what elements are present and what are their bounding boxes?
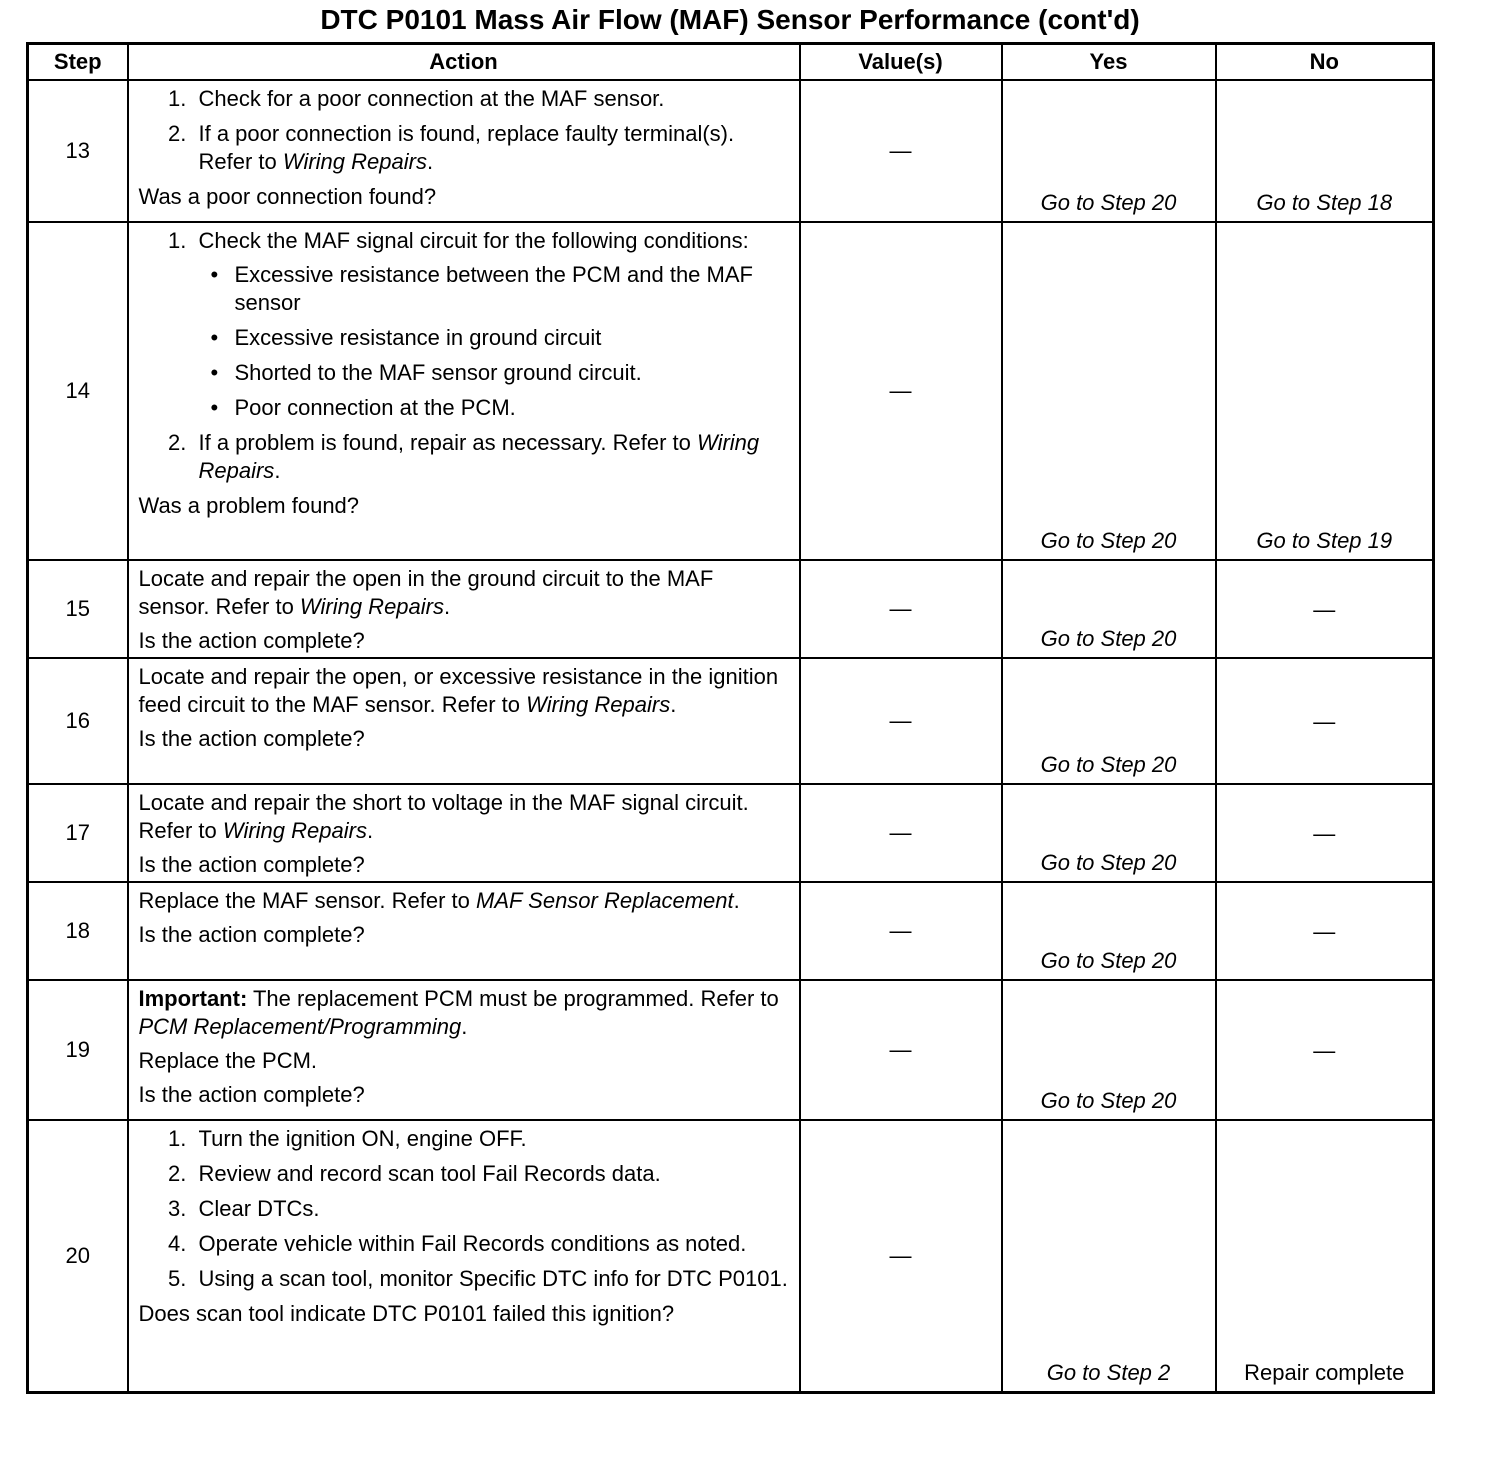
no-cell: — [1216, 980, 1434, 1120]
table-row [28, 1120, 1434, 1392]
action-question: Was a poor connection found? [138, 184, 437, 209]
table-row [28, 658, 1434, 784]
step-number: 14 [28, 222, 128, 560]
yes-cell: Go to Step 20 [1002, 784, 1216, 882]
action-text: Locate and repair the open in the ground circuit to the MAF sensor. Refer to Wiring Repairs. [138, 566, 714, 619]
no-cell: — [1216, 560, 1434, 658]
table-row [28, 784, 1434, 882]
reference-link: Wiring Repairs [222, 818, 367, 843]
step-number: 18 [28, 882, 128, 980]
table-row [28, 980, 1434, 1120]
value-cell: — [800, 222, 1002, 560]
action-item: 1. Check the MAF signal circuit for the following conditions: • Excessive resistance between the PCM and the MAF sensor • Excessive resistance in ground circuit • Shorted to the MAF sensor ground circuit. • Poor connection at the PCM. [193, 227, 789, 422]
header-values: Value(s) [800, 44, 1002, 81]
header-row [28, 44, 1434, 81]
no-cell: Repair complete [1216, 1120, 1434, 1392]
action-item: 2. Review and record scan tool Fail Records data. [193, 1160, 789, 1188]
value-cell: — [800, 784, 1002, 882]
action-item: 2. If a problem is found, repair as necessary. Refer to Wiring Repairs. [193, 429, 789, 485]
header-no: No [1216, 44, 1434, 81]
action-text: Locate and repair the short to voltage in the MAF signal circuit. Refer to Wiring Repairs. [138, 790, 749, 843]
action-item: 1. Check for a poor connection at the MAF sensor. [193, 85, 789, 113]
bullet-item: • Shorted to the MAF sensor ground circuit. [233, 359, 789, 387]
action-question: Is the action complete? [138, 852, 365, 877]
no-cell: — [1216, 784, 1434, 882]
table-row [28, 560, 1434, 658]
table-row [28, 882, 1434, 980]
action-text: Replace the PCM. [138, 1048, 318, 1073]
step-number: 16 [28, 658, 128, 784]
action-cell [128, 222, 800, 560]
step-number: 19 [28, 980, 128, 1120]
value-cell: — [800, 1120, 1002, 1392]
no-cell: Go to Step 18 [1216, 80, 1434, 222]
reference-link: Wiring Repairs [299, 594, 444, 619]
table-row [28, 80, 1434, 222]
action-cell [128, 658, 800, 784]
important-label: Important: [138, 986, 248, 1011]
step-number: 17 [28, 784, 128, 882]
action-question: Is the action complete? [138, 922, 365, 947]
reference-link: Wiring Repairs [198, 430, 760, 483]
action-item: 4. Operate vehicle within Fail Records conditions as noted. [193, 1230, 789, 1258]
bullet-item: • Excessive resistance in ground circuit [233, 324, 789, 352]
reference-link: MAF Sensor Replacement [476, 888, 734, 913]
value-cell: — [800, 882, 1002, 980]
yes-cell: Go to Step 20 [1002, 882, 1216, 980]
yes-cell: Go to Step 20 [1002, 980, 1216, 1120]
reference-link: Wiring Repairs [282, 149, 427, 174]
step-number: 13 [28, 80, 128, 222]
value-cell: — [800, 658, 1002, 784]
action-text: Locate and repair the open, or excessive resistance in the ignition feed circuit to the MAF sensor. Refer to Wiring Repairs. [138, 664, 779, 717]
action-cell [128, 882, 800, 980]
yes-cell: Go to Step 20 [1002, 80, 1216, 222]
action-item: 3. Clear DTCs. [193, 1195, 789, 1223]
bullet-item: • Poor connection at the PCM. [233, 394, 789, 422]
action-question: Does scan tool indicate DTC P0101 failed this ignition? [138, 1301, 675, 1326]
header-yes: Yes [1002, 44, 1216, 81]
value-cell: — [800, 80, 1002, 222]
action-cell [128, 1120, 800, 1392]
action-item: 5. Using a scan tool, monitor Specific DTC info for DTC P0101. [193, 1265, 789, 1293]
table-row [28, 222, 1434, 560]
action-text: Replace the MAF sensor. Refer to MAF Sensor Replacement. [138, 888, 740, 913]
yes-cell: Go to Step 20 [1002, 222, 1216, 560]
step-number: 20 [28, 1120, 128, 1392]
no-cell: — [1216, 882, 1434, 980]
action-question: Was a problem found? [138, 493, 360, 518]
action-cell [128, 980, 800, 1120]
action-question: Is the action complete? [138, 1082, 365, 1107]
important-note: Important: The replacement PCM must be programmed. Refer to PCM Replacement/Programming. [138, 986, 779, 1039]
no-cell: Go to Step 19 [1216, 222, 1434, 560]
action-cell [128, 560, 800, 658]
action-question: Is the action complete? [138, 726, 365, 751]
reference-link: PCM Replacement/Programming [138, 1014, 462, 1039]
yes-cell: Go to Step 20 [1002, 560, 1216, 658]
diagnostic-table [26, 42, 1435, 1394]
bullet-item: • Excessive resistance between the PCM and the MAF sensor [233, 261, 789, 317]
value-cell: — [800, 980, 1002, 1120]
action-cell [128, 784, 800, 882]
action-item: 1. Turn the ignition ON, engine OFF. [193, 1125, 789, 1153]
header-action: Action [128, 44, 800, 81]
step-number: 15 [28, 560, 128, 658]
action-cell [128, 80, 800, 222]
value-cell: — [800, 560, 1002, 658]
yes-cell: Go to Step 2 [1002, 1120, 1216, 1392]
header-step: Step [28, 44, 128, 81]
page-title: DTC P0101 Mass Air Flow (MAF) Sensor Performance (cont'd) [320, 4, 1140, 35]
reference-link: Wiring Repairs [526, 692, 671, 717]
action-question: Is the action complete? [138, 628, 365, 653]
action-item: 2. If a poor connection is found, replace faulty terminal(s). Refer to Wiring Repairs. [193, 120, 789, 176]
yes-cell: Go to Step 20 [1002, 658, 1216, 784]
no-cell: — [1216, 658, 1434, 784]
